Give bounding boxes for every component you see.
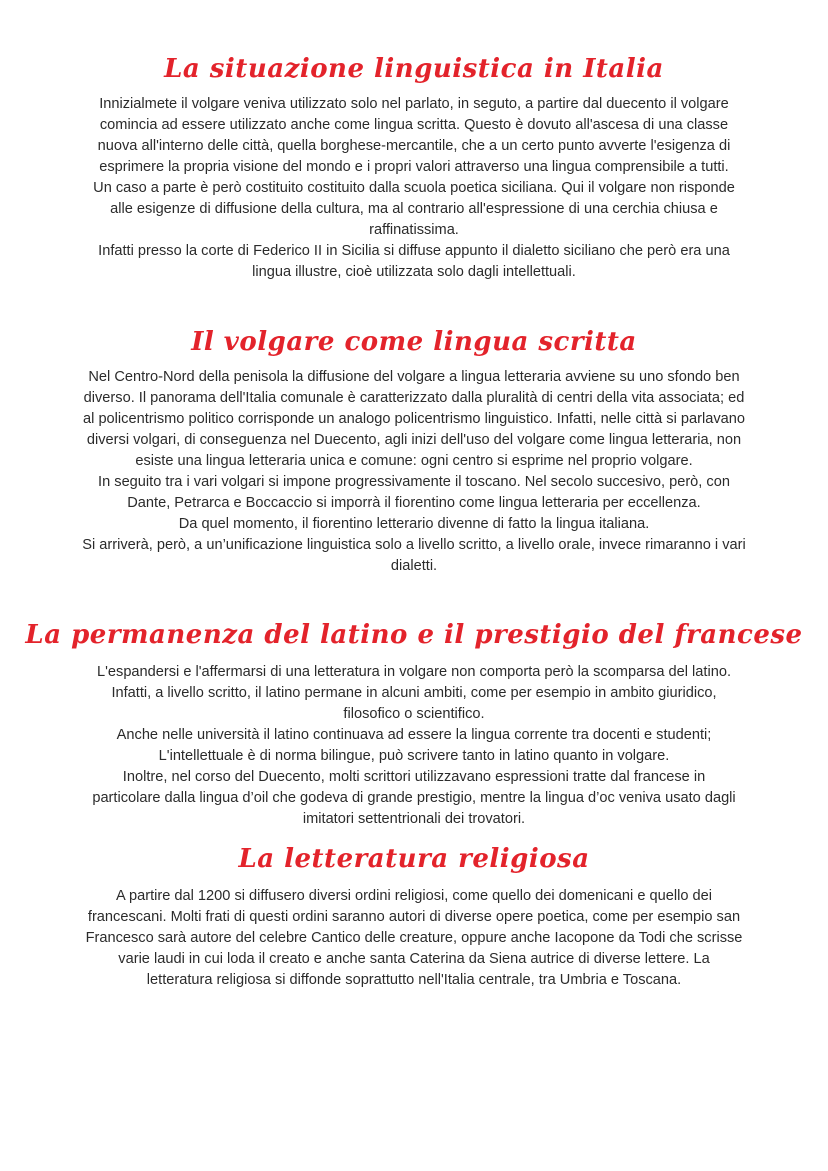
paragraph: L'espandersi e l'affermarsi di una letteratura in volgare non comporta però la scomparsa del latino. Infatti, a livello scritto, il latino permane in alcuni ambiti, come per esempio in ambito giuridico, filosofico o scientifico. [97,664,731,722]
paragraph: Inoltre, nel corso del Duecento, molti scrittori utilizzavano espressioni tratte dal francese in particolare dalla lingua d’oil che godeva di grande prestigio, mentre la lingua d’oc veniva usato dagli imitatori settentrionali dei trovatori. [92,769,736,827]
paragraph: Anche nelle università il latino continuava ad essere la lingua corrente tra docenti e studenti; L'intellettuale è di norma bilingue, può scrivere tanto in latino quanto in volgare. [116,727,712,764]
paragraph: Infatti presso la corte di Federico II in Sicilia si diffuse appunto il dialetto siciliano che però era una lingua illustre, cioè utilizzata solo dagli intellettuali. [98,243,730,280]
paragraph: Innizialmete il volgare veniva utilizzato solo nel parlato, in seguto, a partire dal duecento il volgare comincia ad essere utilizzato anche come lingua scritta. Questo è dovuto all'ascesa di una classe nuova all'interno delle città, quella borghese-mercantile, che a un certo punto avverte l'esigenza di esprimere la propria visione del mondo e i propri valori attraverso una lingua comprensibile a tutti. [97,96,731,175]
paragraph: A partire dal 1200 si diffusero diversi ordini religiosi, come quello dei domenicani e quello dei francescani. Molti frati di questi ordini saranno autori di diverse opere poetica, come per esempio san Francesco sarà autore del celebre Cantico delle creature, oppure anche Iacopone da Todi che scrisse varie laudi in cui loda il creato e anche santa Caterina da Siena autrice di diverse lettere. La letteratura religiosa si diffonde soprattutto nell'Italia centrale, tra Umbria e Toscana. [85,888,743,988]
paragraph: In seguito tra i vari volgari si impone progressivamente il toscano. Nel secolo succesivo, però, con Dante, Petrarca e Boccaccio si imporrà il fiorentino come lingua letteraria per eccellenza. [98,474,730,511]
section-latino-francese [0,618,828,830]
section-title: La situazione linguistica in Italia [164,54,664,84]
paragraph: Nel Centro-Nord della penisola la diffusione del volgare a lingua letteraria avviene su uno sfondo ben diverso. Il panorama dell'Italia comunale è caratterizzato dalla pluralità di centri della vita associata; ed al policentrismo politico corrisponde un analogo policentrismo linguistico. Infatti, nelle città si parlavano diversi volgari, di conseguenza nel Duecento, agli inizi dell'uso del volgare come lingua letteraria, non esiste una lingua letteraria unica e comune: ogni centro si esprime nel proprio volgare. [83,369,745,469]
section-letteratura-religiosa [0,842,828,991]
section-title: La letteratura religiosa [238,844,590,874]
section-body [89,94,739,283]
section-situazione-linguistica [0,52,828,283]
section-title: La permanenza del latino e il prestigio del francese [25,620,803,650]
section-volgare-lingua-scritta [0,325,828,577]
paragraph: Un caso a parte è però costituito costituito dalla scuola poetica siciliana. Qui il volgare non risponde alle esigenze di diffusione della cultura, ma al contrario all'espressione di una cerchia chiusa e raffinatissima. [93,180,735,238]
section-title: Il volgare come lingua scritta [191,327,637,357]
section-body [84,886,744,991]
paragraph: Si arriverà, però, a un’unificazione linguistica solo a livello scritto, a livello orale, invece rimaranno i vari dialetti. [82,537,746,574]
section-body [89,662,739,830]
section-body [79,367,749,577]
paragraph: Da quel momento, il fiorentino letterario divenne di fatto la lingua italiana. [178,516,650,532]
